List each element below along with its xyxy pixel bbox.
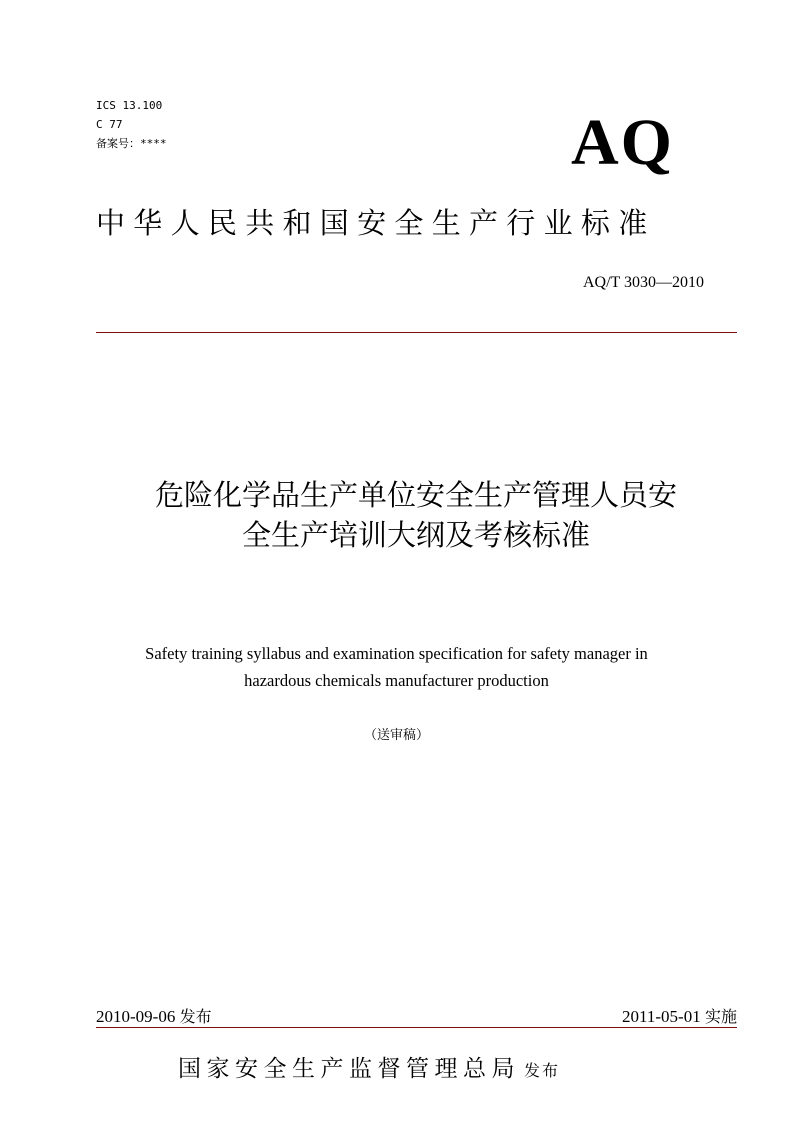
bottom-divider [96, 1027, 737, 1028]
aq-logo: AQ [571, 106, 674, 179]
record-number-value: **** [140, 137, 167, 150]
record-number [96, 136, 167, 151]
effective-date-label: 实施 [704, 1007, 737, 1026]
english-title [60, 640, 733, 694]
draft-status: （送审稿） [363, 728, 429, 743]
issue-date [96, 1004, 212, 1027]
document-title-line-1: 危险化学品生产单位安全生产管理人员安 [154, 478, 677, 512]
ccs-code: C 77 [96, 118, 123, 131]
document-title-line-2: 全生产培训大纲及考核标准 [241, 518, 590, 552]
standard-code: AQ/T 3030—2010 [582, 274, 704, 291]
effective-date-value: 2011-05-01 [622, 1007, 701, 1026]
record-number-label: 备案号： [96, 137, 140, 150]
document-title [60, 475, 772, 555]
english-title-line-2: hazardous chemicals manufacturer production [244, 671, 549, 690]
issue-date-label: 发布 [179, 1007, 212, 1026]
effective-date [622, 1004, 737, 1027]
top-divider [96, 332, 737, 333]
ics-code: ICS 13.100 [96, 99, 163, 112]
publisher-name: 国家安全生产监督管理总局 [178, 1056, 520, 1082]
english-title-line-1: Safety training syllabus and examination specification for safety manager in [145, 644, 648, 663]
standard-category-title: 中华人民共和国安全生产行业标准 [96, 206, 656, 240]
issue-date-value: 2010-09-06 [96, 1007, 176, 1026]
publisher-action: 发布 [524, 1061, 561, 1080]
publisher [178, 1050, 560, 1083]
